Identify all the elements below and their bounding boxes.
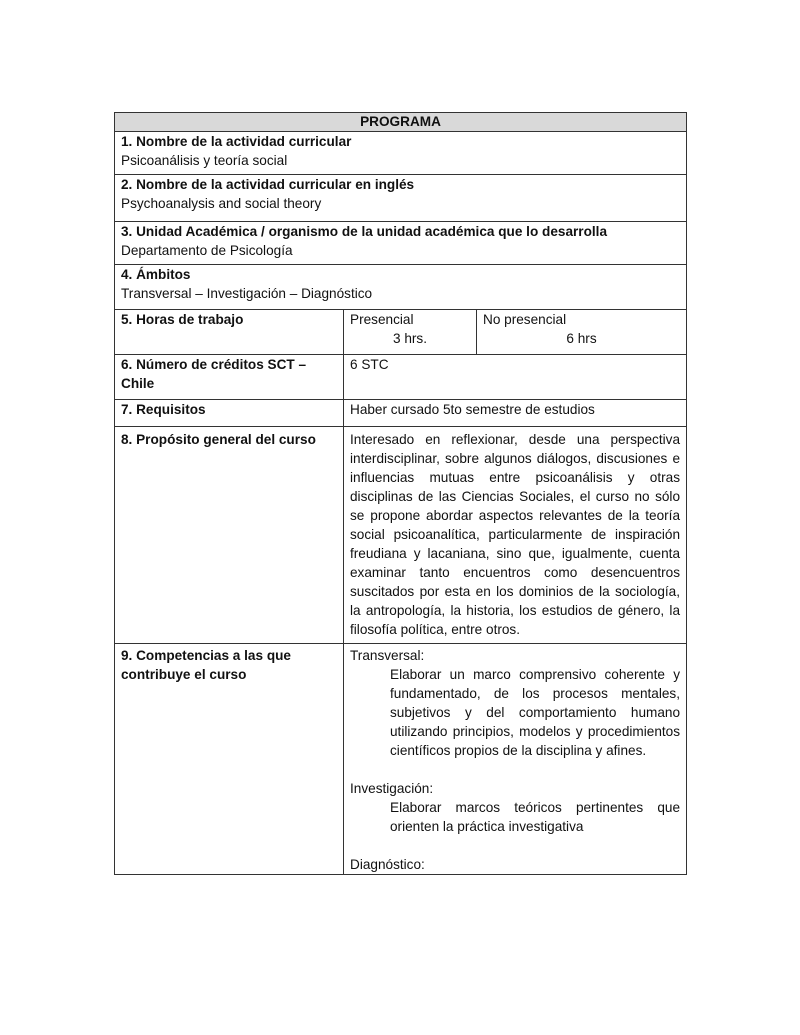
section-8-row (115, 427, 687, 644)
section-1-row (115, 132, 687, 175)
no-presencial-cell (477, 310, 687, 355)
section-2-row (115, 175, 687, 222)
section-7-row (115, 400, 687, 427)
section-3-value: Departamento de Psicología (121, 243, 293, 258)
section-1-value: Psicoanálisis y teoría social (121, 153, 288, 168)
section-2-cell (115, 175, 687, 222)
section-6-row (115, 355, 687, 400)
presencial-cell (344, 310, 477, 355)
section-7-value: Haber cursado 5to semestre de estudios (350, 402, 595, 417)
section-1-cell (115, 132, 687, 175)
section-4-row (115, 265, 687, 310)
section-7-label: 7. Requisitos (121, 402, 206, 417)
section-5-label: 5. Horas de trabajo (121, 312, 244, 327)
section-9-label: 9. Competencias a las que contribuye el curso (121, 648, 291, 682)
section-1-label: 1. Nombre de la actividad curricular (121, 134, 352, 149)
presencial-label: Presencial (350, 312, 414, 327)
section-8-label: 8. Propósito general del curso (121, 432, 316, 447)
section-5-row (115, 310, 687, 355)
section-9-value-cell (344, 644, 687, 875)
section-8-label-cell (115, 427, 344, 644)
section-3-cell (115, 222, 687, 265)
investigacion-label: Investigación: (350, 781, 434, 796)
diagnostico-label: Diagnóstico: (350, 857, 425, 872)
no-presencial-label: No presencial (483, 312, 567, 327)
section-6-label: 6. Número de créditos SCT – Chile (121, 357, 307, 391)
section-4-value: Transversal – Investigación – Diagnóstico (121, 286, 373, 301)
section-7-value-cell (344, 400, 687, 427)
section-9-row (115, 644, 687, 875)
presencial-value: 3 hrs. (393, 331, 427, 346)
section-6-label-cell (115, 355, 344, 400)
section-4-cell (115, 265, 687, 310)
spacer (350, 760, 680, 779)
section-2-value: Psychoanalysis and social theory (121, 196, 322, 211)
transversal-label: Transversal: (350, 648, 425, 663)
section-2-label: 2. Nombre de la actividad curricular en inglés (121, 177, 415, 192)
section-3-label: 3. Unidad Académica / organismo de la unidad académica que lo desarrolla (121, 224, 608, 239)
section-5-label-cell (115, 310, 344, 355)
transversal-text: Elaborar un marco comprensivo coherente y fundamentado, de los procesos mentales, subjetivos y del comportamiento humano utilizando principios, modelos y procedimientos científicos propios de la disciplina y afines. (390, 667, 681, 758)
section-6-value: 6 STC (350, 357, 389, 372)
section-8-value-cell (344, 427, 687, 644)
section-7-label-cell (115, 400, 344, 427)
program-table (114, 112, 687, 875)
section-3-row (115, 222, 687, 265)
investigacion-text: Elaborar marcos teóricos pertinentes que orienten la práctica investigativa (390, 800, 681, 834)
table-title: PROGRAMA (115, 113, 687, 132)
no-presencial-value: 6 hrs (566, 331, 597, 346)
table-header-row (115, 113, 687, 132)
section-4-label: 4. Ámbitos (121, 267, 191, 282)
section-8-value: Interesado en reflexionar, desde una perspectiva interdisciplinar, sobre algunos diálogos, discusiones e influencias mutuas entre psicoanálisis y otras disciplinas de las Ciencias Sociales, el curso no sólo se propone abordar aspectos relevantes de la teoría social psicoanalítica, particularmente de inspiración freudiana y lacaniana, sino que, igualmente, cuenta examinar tanto encuentros como desencuentros suscitados por esta en los dominios de la sociología, la antropología, la historia, los estudios de género, la filosofía política, entre otros. (350, 432, 681, 637)
spacer (350, 836, 680, 855)
section-9-label-cell (115, 644, 344, 875)
section-6-value-cell (344, 355, 687, 400)
